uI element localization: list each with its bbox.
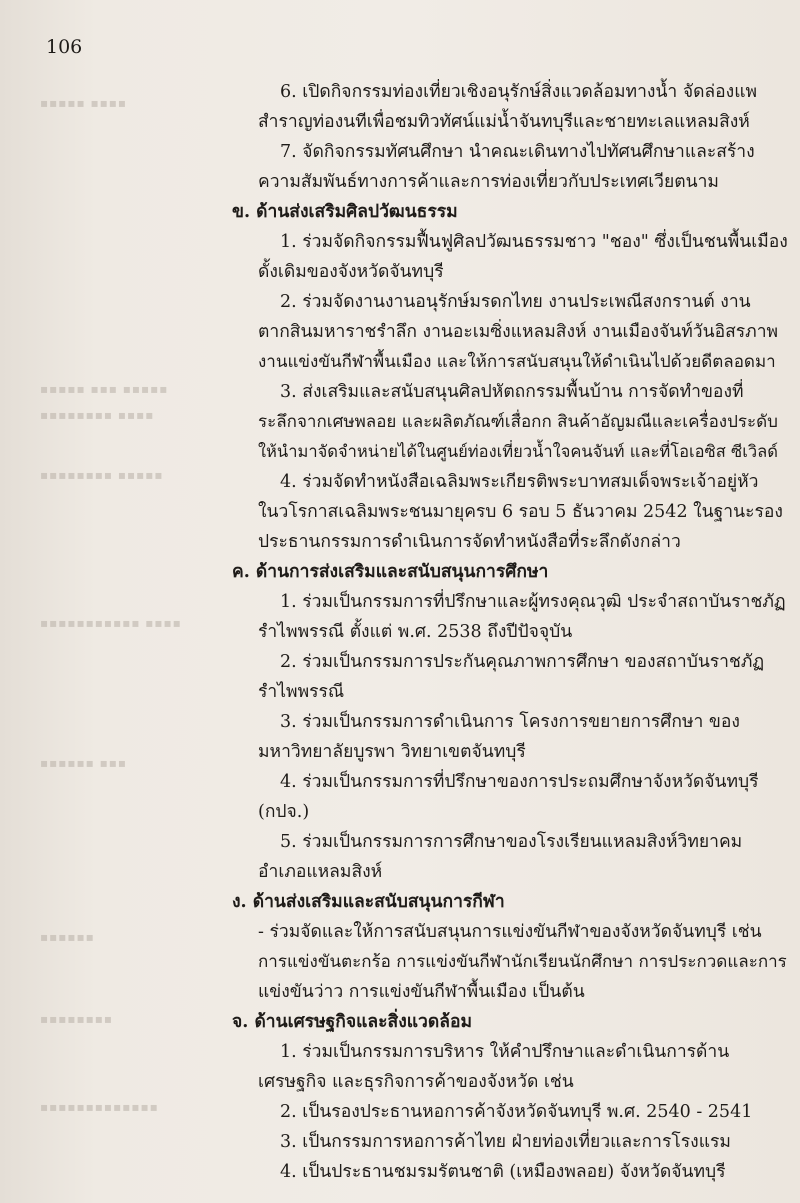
show-through-text: ▪▪▪▪▪▪▪▪ <box>40 1012 114 1026</box>
text-line: 7. จัดกิจกรรมทัศนศึกษา นำคณะเดินทางไปทัศนศึกษาและสร้าง <box>280 142 755 162</box>
text-line: - ร่วมจัดและให้การสนับสนุนการแข่งขันกีฬาของจังหวัดจันทบุรี เช่น <box>258 922 762 942</box>
text-line: ดั้งเดิมของจังหวัดจันทบุรี <box>258 262 444 282</box>
show-through-text: ▪▪▪▪▪▪ ▪▪▪ <box>40 756 128 770</box>
text-line: ประธานกรรมการดำเนินการจัดทำหนังสือที่ระลึกดังกล่าว <box>258 532 681 552</box>
text-line: 2. เป็นรองประธานหอการค้าจังหวัดจันทบุรี พ.ศ. 2540 - 2541 <box>280 1102 753 1122</box>
text-line: 5. ร่วมเป็นกรรมการการศึกษาของโรงเรียนแหลมสิงห์วิทยาคม <box>280 832 743 852</box>
show-through-text: ▪▪▪▪▪ ▪▪▪▪ <box>40 96 128 110</box>
show-through-text: ▪▪▪▪▪▪ <box>40 930 95 944</box>
text-line: (กปจ.) <box>258 802 310 822</box>
show-through-text: ▪▪▪▪▪▪▪▪ ▪▪▪▪ <box>40 408 155 422</box>
text-line: 4. เป็นประธานชมรมรัตนชาติ (เหมืองพลอย) จังหวัดจันทบุรี <box>280 1162 726 1182</box>
text-line: 2. ร่วมจัดงานงานอนุรักษ์มรดกไทย งานประเพณีสงกรานต์ งาน <box>280 292 751 312</box>
text-line: การแข่งขันตะกร้อ การแข่งขันกีฬานักเรียนนักศึกษา การประกวดและการ <box>258 952 787 972</box>
show-through-text: ▪▪▪▪▪ ▪▪▪ ▪▪▪▪▪ <box>40 382 169 396</box>
text-line: 3. ส่งเสริมและสนับสนุนศิลปหัตถกรรมพื้นบ้าน การจัดทำของที่ <box>280 382 744 402</box>
text-line: 2. ร่วมเป็นกรรมการประกันคุณภาพการศึกษา ของสถาบันราชภัฏ <box>280 652 765 672</box>
show-through-text: ▪▪▪▪▪▪▪▪ ▪▪▪▪▪ <box>40 468 164 482</box>
text-line: เศรษฐกิจ และธุรกิจการค้าของจังหวัด เช่น <box>258 1072 574 1092</box>
text-line: 4. ร่วมจัดทำหนังสือเฉลิมพระเกียรติพระบาทสมเด็จพระเจ้าอยู่หัว <box>280 472 759 492</box>
section-heading: ง. ด้านส่งเสริมและสนับสนุนการกีฬา <box>232 892 505 912</box>
text-line: งานแข่งขันกีฬาพื้นเมือง และให้การสนับสนุนให้ดำเนินไปด้วยดีตลอดมา <box>258 352 776 372</box>
text-line: 6. เปิดกิจกรรมท่องเที่ยวเชิงอนุรักษ์สิ่งแวดล้อมทางน้ำ จัดล่องแพ <box>280 82 758 102</box>
text-line: ให้นำมาจัดจำหน่ายได้ในศูนย์ท่องเที่ยวน้ำใจคนจันท์ และที่โอเอซิส ซีเวิลด์ <box>258 442 778 461</box>
text-line: 3. ร่วมเป็นกรรมการดำเนินการ โครงการขยายการศึกษา ของ <box>280 712 740 732</box>
text-line: รำไพพรรณี ตั้งแต่ พ.ศ. 2538 ถึงปีปัจจุบัน <box>258 622 573 642</box>
text-line: อำเภอแหลมสิงห์ <box>258 862 383 882</box>
page-number: 106 <box>46 36 83 58</box>
text-line: 4. ร่วมเป็นกรรมการที่ปรึกษาของการประถมศึกษาจังหวัดจันทบุรี <box>280 772 759 792</box>
text-line: แข่งขันว่าว การแข่งขันกีฬาพื้นเมือง เป็นต้น <box>258 982 585 1002</box>
text-line: 1. ร่วมเป็นกรรมการบริหาร ให้คำปรึกษาและดำเนินการด้าน <box>280 1042 730 1062</box>
show-through-text: ▪▪▪▪▪▪▪▪▪▪▪ ▪▪▪▪ <box>40 616 182 630</box>
text-line: รำไพพรรณี <box>258 682 345 702</box>
text-line: ตากสินมหาราชรำลึก งานอะเมซิ่งแหลมสิงห์ งานเมืองจันท์วันอิสรภาพ <box>258 322 779 342</box>
show-through-text: ▪▪▪▪▪▪▪▪▪▪▪▪▪ <box>40 1100 159 1114</box>
text-line: สำราญท่องนทีเพื่อชมทิวทัศน์แม่น้ำจันทบุรีและชายทะเลแหลมสิงห์ <box>258 112 750 132</box>
text-line: 1. ร่วมจัดกิจกรรมฟื้นฟูศิลปวัฒนธรรมชาว "ชอง" ซึ่งเป็นชนพื้นเมือง <box>280 232 788 252</box>
text-line: ความสัมพันธ์ทางการค้าและการท่องเที่ยวกับประเทศเวียตนาม <box>258 172 719 192</box>
text-line: มหาวิทยาลัยบูรพา วิทยาเขตจันทบุรี <box>258 742 526 762</box>
text-line: 1. ร่วมเป็นกรรมการที่ปรึกษาและผู้ทรงคุณวุฒิ ประจำสถาบันราชภัฏ <box>280 592 786 612</box>
section-heading: ค. ด้านการส่งเสริมและสนับสนุนการศึกษา <box>232 562 549 582</box>
section-heading: จ. ด้านเศรษฐกิจและสิ่งแวดล้อม <box>232 1012 472 1032</box>
text-line: 3. เป็นกรรมการหอการค้าไทย ฝ่ายท่องเที่ยวและการโรงแรม <box>280 1132 731 1152</box>
section-heading: ข. ด้านส่งเสริมศิลปวัฒนธรรม <box>232 202 458 222</box>
text-line: ในวโรกาสเฉลิมพระชนมายุครบ 6 รอบ 5 ธันวาคม 2542 ในฐานะรอง <box>258 502 783 522</box>
text-line: ระลึกจากเศษพลอย และผลิตภัณฑ์เสื่อกก สินค้าอัญมณีและเครื่องประดับ <box>258 412 778 432</box>
